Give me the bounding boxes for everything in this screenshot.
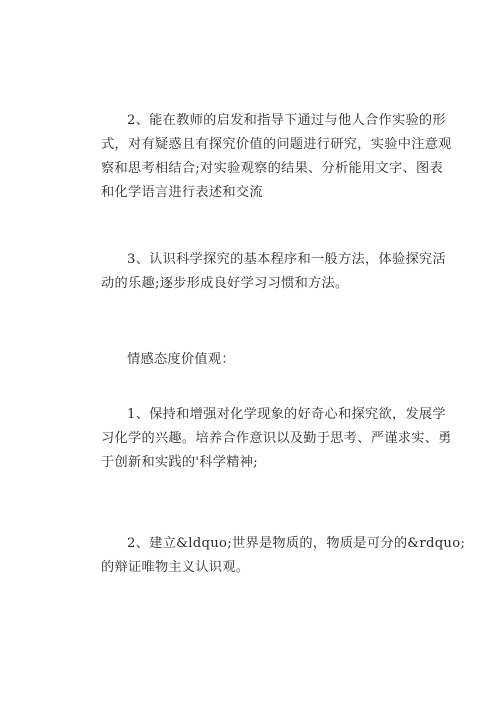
paragraph-attitudes-2 (101, 532, 466, 580)
heading-line: 情感态度价值观： (127, 352, 235, 367)
paragraph-line: 式，对有疑惑且有探究价值的问题进行研究，实验中注意观 (101, 137, 452, 152)
paragraph-line: 3、认识科学探究的基本程序和一般方法，体验探究活 (127, 252, 446, 267)
paragraph-line: 的辩证唯物主义认识观。 (101, 560, 250, 575)
paragraph-line: 1、保持和增强对化学现象的好奇心和探究欲，发展学 (127, 407, 446, 422)
paragraph-process-skills-3 (101, 248, 446, 296)
paragraph-line: 察和思考相结合;对实验观察的结果、分析能用文字、图表 (101, 161, 443, 176)
section-heading-attitudes (101, 348, 401, 372)
paragraph-line: 习化学的兴趣。培养合作意识以及勤于思考、严谨求实、勇 (101, 431, 452, 446)
paragraph-line: 和化学语言进行表述和交流 (101, 185, 263, 200)
paragraph-line: 动的乐趣;逐步形成良好学习习惯和方法。 (101, 276, 349, 291)
paragraph-line: 于创新和实践的'科学精神; (101, 455, 259, 470)
paragraph-process-skills-2 (101, 109, 452, 205)
paragraph-line: 2、建立&ldquo;世界是物质的，物质是可分的&rdquo; (127, 536, 466, 551)
paragraph-attitudes-1 (101, 403, 452, 475)
paragraph-line: 2、能在教师的启发和指导下通过与他人合作实验的形 (127, 113, 446, 128)
